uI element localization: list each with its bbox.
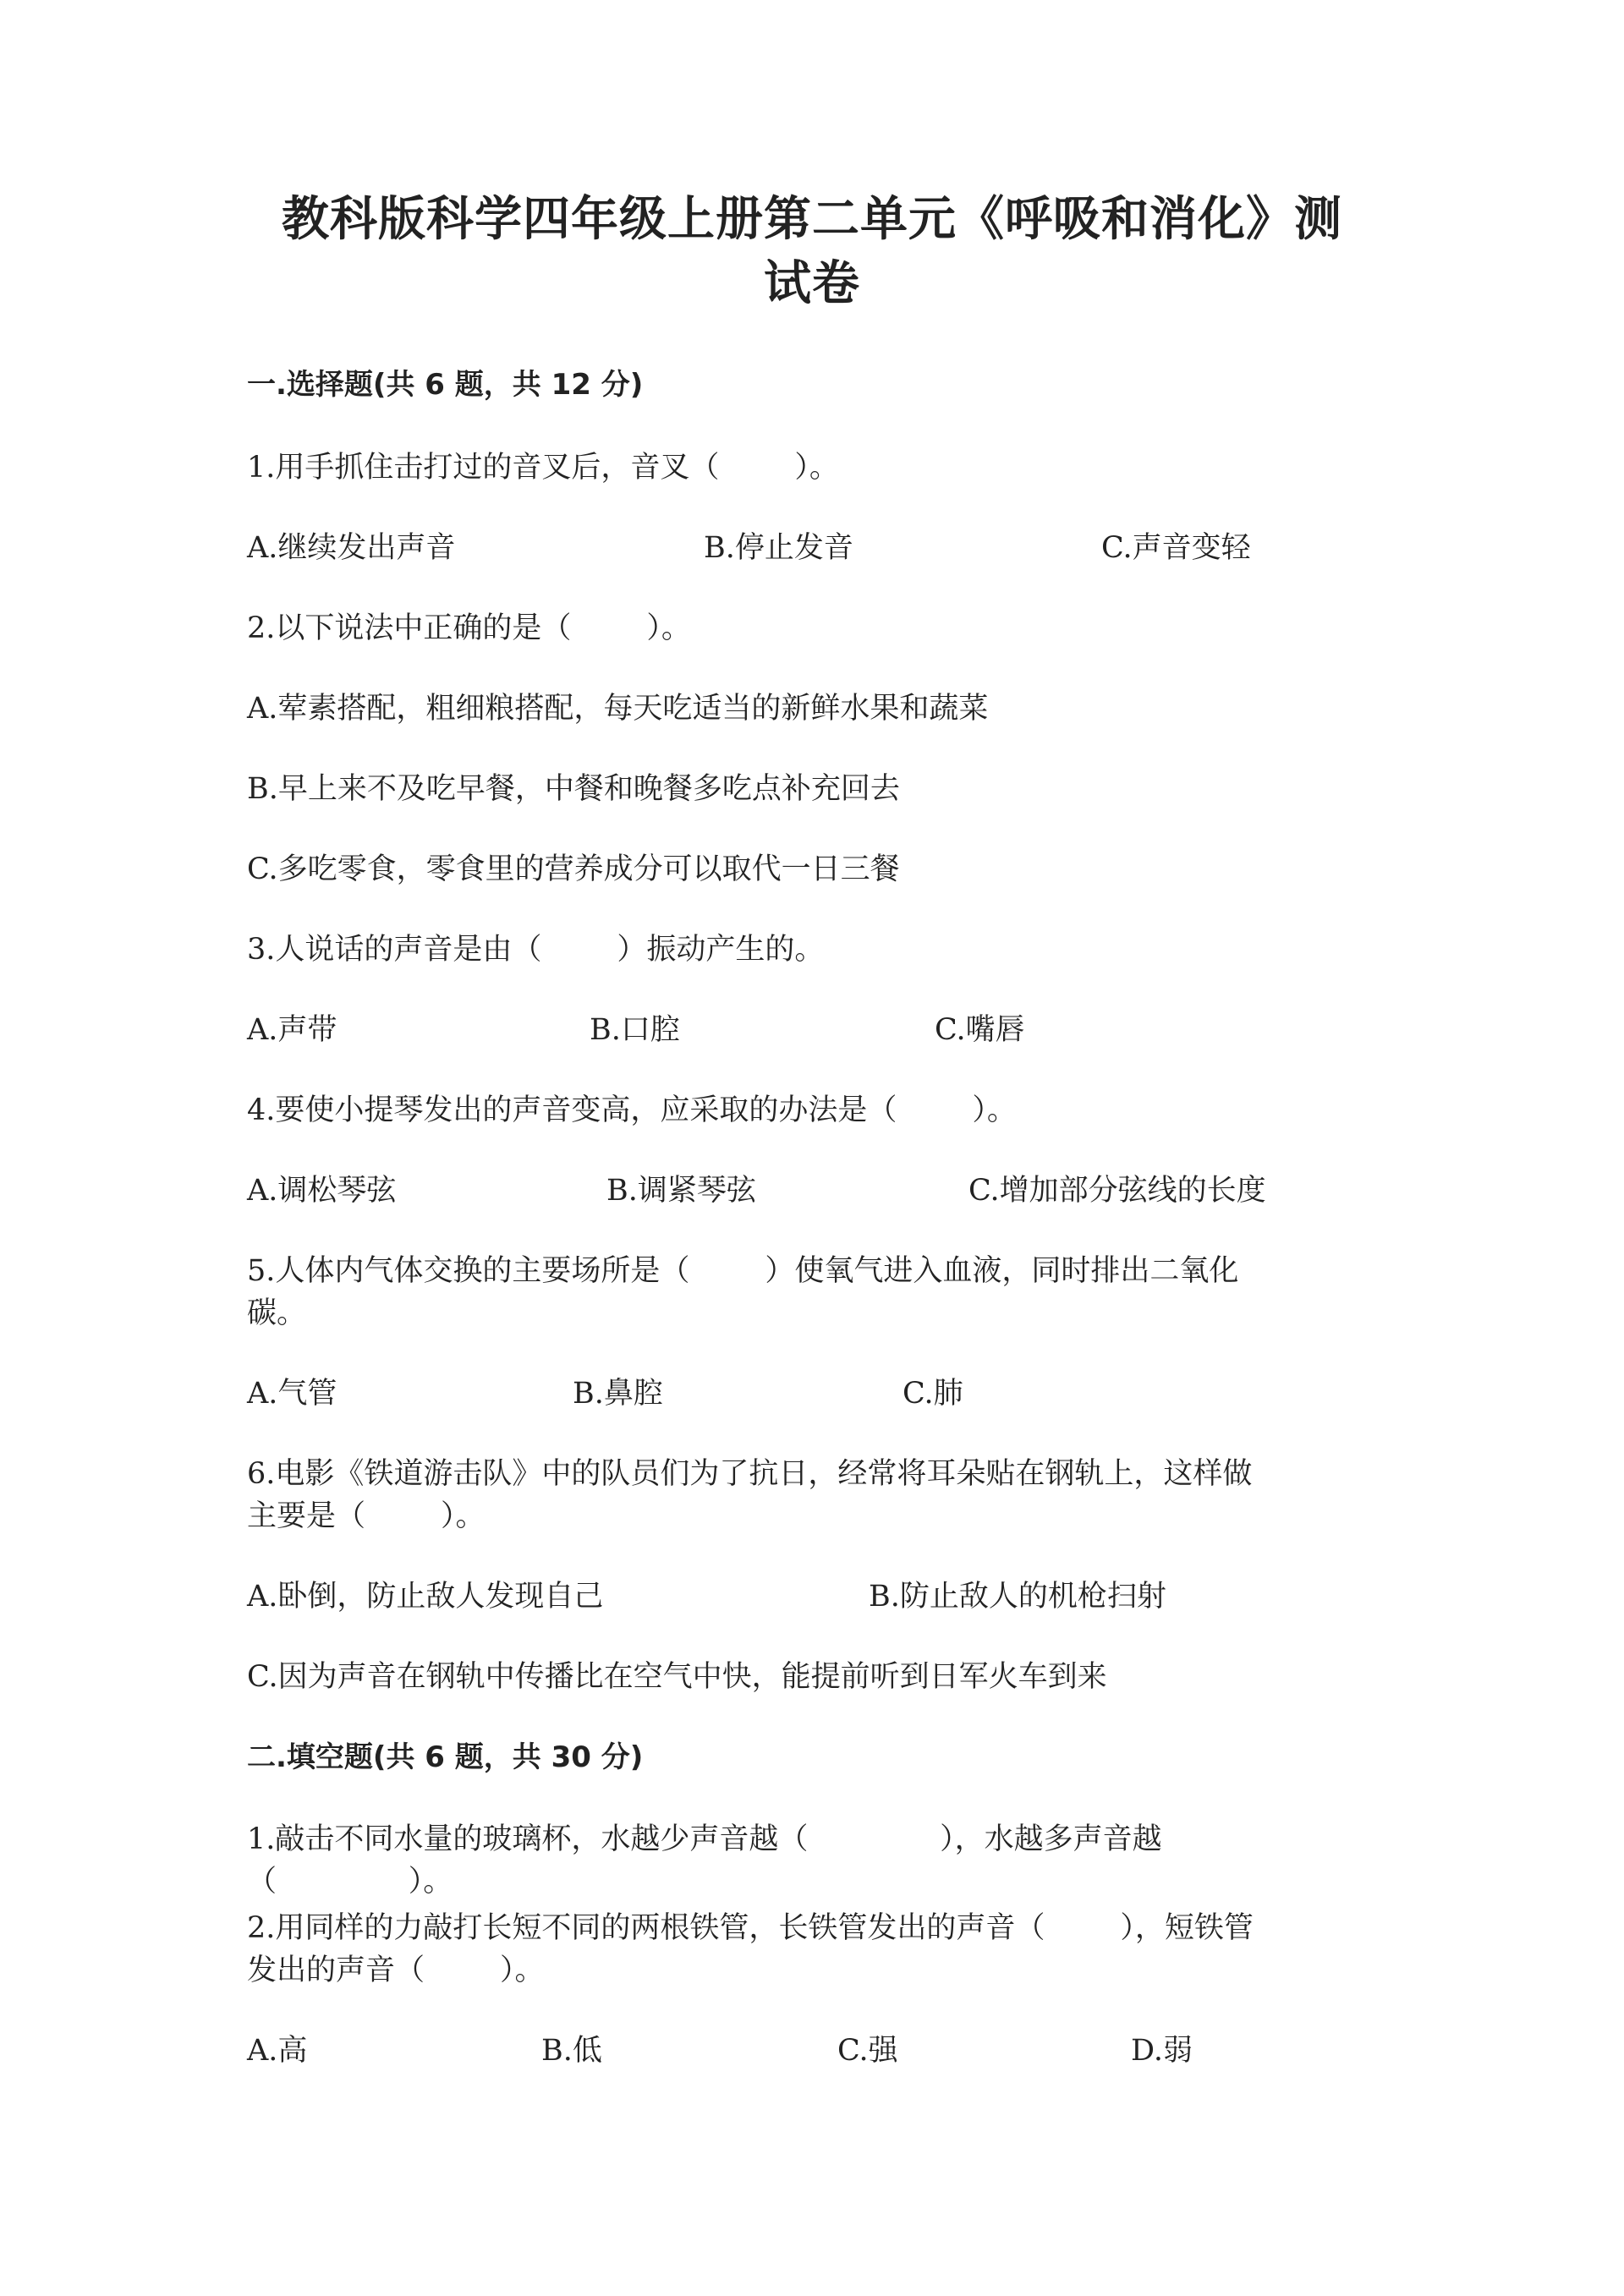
q1-5-option-a: A.气管 [247, 1377, 337, 1411]
q1-3-option-c: C.嘴唇 [935, 1013, 1025, 1047]
q1-2-option-a: A.荤素搭配，粗细粮搭配，每天吃适当的新鲜水果和蔬菜 [247, 692, 989, 726]
q1-6-option-a: A.卧倒，防止敌人发现自己 [247, 1580, 604, 1614]
q1-4-option-a: A.调松琴弦 [247, 1174, 397, 1208]
q2-2-option-b: B.低 [541, 2034, 602, 2068]
q1-5-option-b: B.鼻腔 [573, 1377, 663, 1411]
question-2-2-line-2: 发出的声音（ ）。 [247, 1954, 545, 1987]
exam-title-line-1: 教科版科学四年级上册第二单元《呼吸和消化》测 [282, 192, 1342, 247]
section-heading-choice: 一.选择题(共 6 题，共 12 分) [247, 368, 644, 402]
question-1-5-line-2: 碳。 [247, 1296, 307, 1330]
q2-2-option-a: A.高 [247, 2034, 308, 2068]
q1-4-option-b: B.调紧琴弦 [606, 1174, 756, 1208]
section-heading-fill-blank: 二.填空题(共 6 题，共 30 分) [247, 1740, 644, 1774]
question-2-1-line-1: 1.敲击不同水量的玻璃杯，水越少声音越（ ），水越多声音越 [247, 1822, 1162, 1856]
q1-2-option-c: C.多吃零食，零食里的营养成分可以取代一日三餐 [247, 852, 900, 886]
question-1-2: 2.以下说法中正确的是（ ）。 [247, 611, 691, 645]
q1-1-option-c: C.声音变轻 [1101, 531, 1251, 565]
q1-2-option-b: B.早上来不及吃早餐，中餐和晚餐多吃点补充回去 [247, 772, 900, 806]
question-1-3: 3.人说话的声音是由（ ）振动产生的。 [247, 933, 825, 967]
q1-6-option-c: C.因为声音在钢轨中传播比在空气中快，能提前听到日军火车到来 [247, 1660, 1107, 1694]
q1-6-option-b: B.防止敌人的机枪扫射 [869, 1580, 1166, 1614]
question-2-2-line-1: 2.用同样的力敲打长短不同的两根铁管，长铁管发出的声音（ ），短铁管 [247, 1911, 1254, 1945]
q1-4-option-c: C.增加部分弦线的长度 [968, 1174, 1266, 1208]
question-2-1-line-2: （ ）。 [247, 1865, 453, 1899]
q1-1-option-a: A.继续发出声音 [247, 531, 456, 565]
q1-3-option-b: B.口腔 [590, 1013, 680, 1047]
exam-title-line-2: 试卷 [764, 256, 860, 311]
question-1-4: 4.要使小提琴发出的声音变高，应采取的办法是（ ）。 [247, 1093, 1017, 1127]
q1-3-option-a: A.声带 [247, 1013, 337, 1047]
question-1-6-line-1: 6.电影《铁道游击队》中的队员们为了抗日，经常将耳朵贴在钢轨上，这样做 [247, 1457, 1253, 1491]
question-1-5-line-1: 5.人体内气体交换的主要场所是（ ）使氧气进入血液，同时排出二氧化 [247, 1254, 1239, 1288]
question-1-1: 1.用手抓住击打过的音叉后，音叉（ ）。 [247, 451, 839, 485]
q2-2-option-c: C.强 [837, 2034, 898, 2068]
q2-2-option-d: D.弱 [1131, 2034, 1193, 2068]
q1-5-option-c: C.肺 [903, 1377, 963, 1411]
exam-title [169, 188, 1455, 316]
q1-1-option-b: B.停止发音 [704, 531, 853, 565]
question-1-6-line-2: 主要是（ ）。 [247, 1499, 486, 1533]
